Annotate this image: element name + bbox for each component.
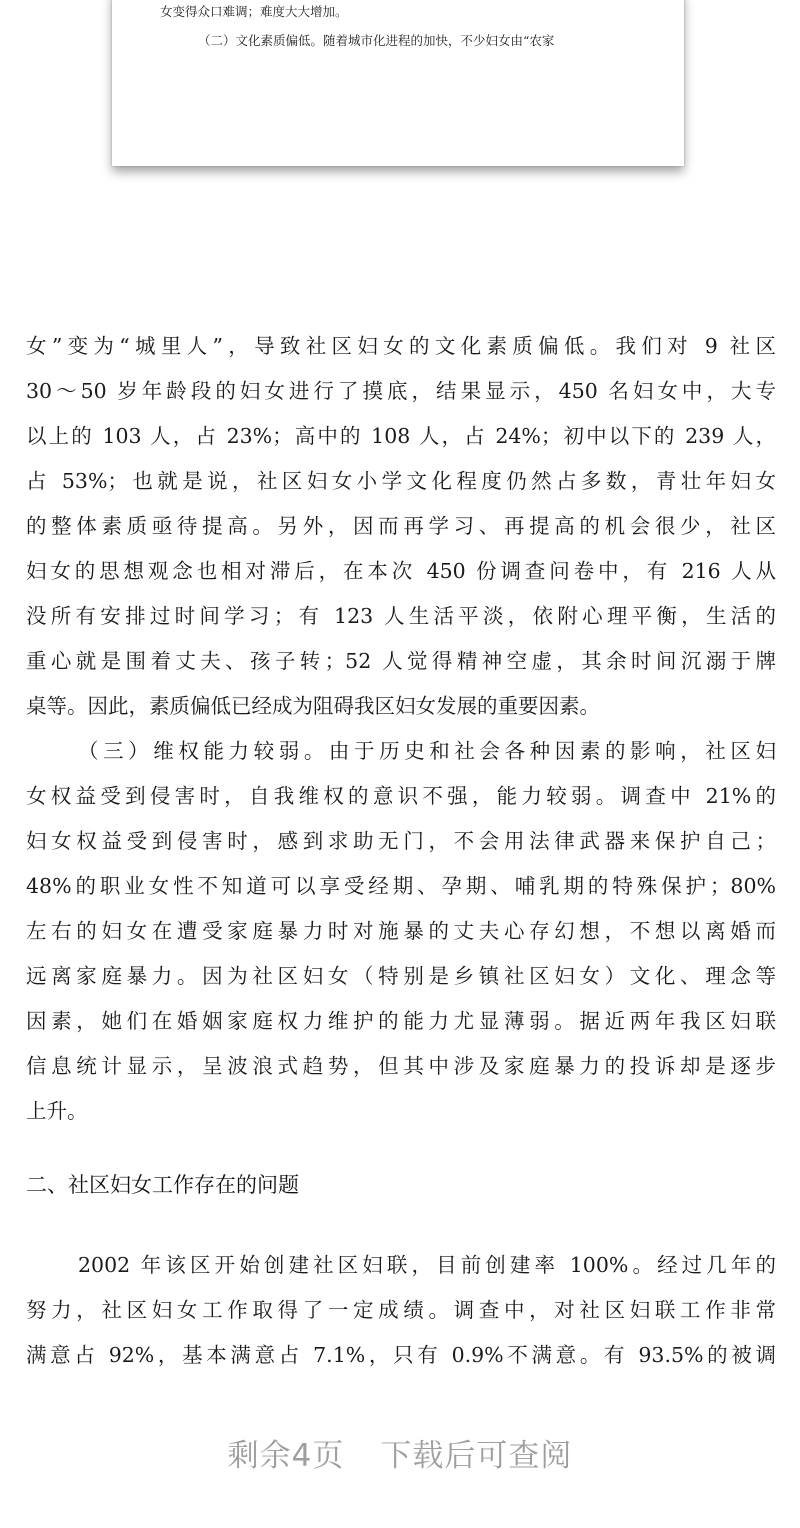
section-heading: 二、社区妇女工作存在的问题 (26, 1173, 299, 1197)
card-text-line: 女变得众口难调；难度大大增加。 (160, 4, 348, 19)
paragraph-line: 2002 年该区开始创建社区妇联，目前创建率 100%。经过几年的 (78, 1253, 776, 1277)
download-to-view-label: 下载后可查阅 (380, 1438, 573, 1474)
paragraph-line: （三）维权能力较弱。由于历史和社会各种因素的影响，社区妇 (78, 739, 776, 763)
paragraph-line: 信息统计显示，呈波浪式趋势，但其中涉及家庭暴力的投诉却是逐步 (26, 1054, 776, 1078)
paragraph-line: 满意占 92%，基本满意占 7.1%，只有 0.9%不满意。有 93.5%的被调 (26, 1343, 776, 1367)
paragraph-line: 妇女的思想观念也相对滞后，在本次 450 份调查问卷中，有 216 人从 (26, 559, 776, 583)
paragraph-line: 因素，她们在婚姻家庭权力维护的能力尤显薄弱。据近两年我区妇联 (26, 1009, 776, 1033)
paragraph-line: 桌等。因此，素质偏低已经成为阻碍我区妇女发展的重要因素。 (26, 694, 600, 718)
paragraph-line: 重心就是围着丈夫、孩子转；52 人觉得精神空虚，其余时间沉溺于牌 (26, 649, 776, 673)
paragraph-line: 48%的职业女性不知道可以享受经期、孕期、哺乳期的特殊保护；80% (26, 874, 776, 898)
download-prompt[interactable] (0, 1430, 800, 1475)
paragraph-line: 30～50 岁年龄段的妇女进行了摸底，结果显示，450 名妇女中，大专 (26, 379, 776, 403)
preview-page-card (112, 0, 684, 166)
card-text-line: （二）文化素质偏低。随着城市化进程的加快，不少妇女由“农家 (198, 33, 555, 48)
paragraph-line: 上升。 (26, 1099, 88, 1123)
paragraph-line: 左右的妇女在遭受家庭暴力时对施暴的丈夫心存幻想，不想以离婚而 (26, 919, 776, 943)
paragraph-line: 以上的 103 人，占 23%；高中的 108 人，占 24%；初中以下的 239 人， (26, 424, 776, 448)
paragraph-line: 的整体素质亟待提高。另外，因而再学习、再提高的机会很少，社区 (26, 514, 776, 538)
paragraph-line: 努力，社区妇女工作取得了一定成绩。调查中，对社区妇联工作非常 (26, 1298, 776, 1322)
paragraph-line: 占 53%；也就是说，社区妇女小学文化程度仍然占多数，青壮年妇女 (26, 469, 776, 493)
remaining-pages-label: 剩余4页 (227, 1438, 345, 1474)
paragraph-line: 女”变为“城里人”，导致社区妇女的文化素质偏低。我们对 9 社区 (26, 334, 776, 358)
paragraph-line: 没所有安排过时间学习；有 123 人生活平淡，依附心理平衡，生活的 (26, 604, 776, 628)
paragraph-line: 远离家庭暴力。因为社区妇女（特别是乡镇社区妇女）文化、理念等 (26, 964, 776, 988)
paragraph-line: 女权益受到侵害时，自我维权的意识不强，能力较弱。调查中 21%的 (26, 784, 776, 808)
paragraph-line: 妇女权益受到侵害时，感到求助无门，不会用法律武器来保护自己； (26, 829, 776, 853)
